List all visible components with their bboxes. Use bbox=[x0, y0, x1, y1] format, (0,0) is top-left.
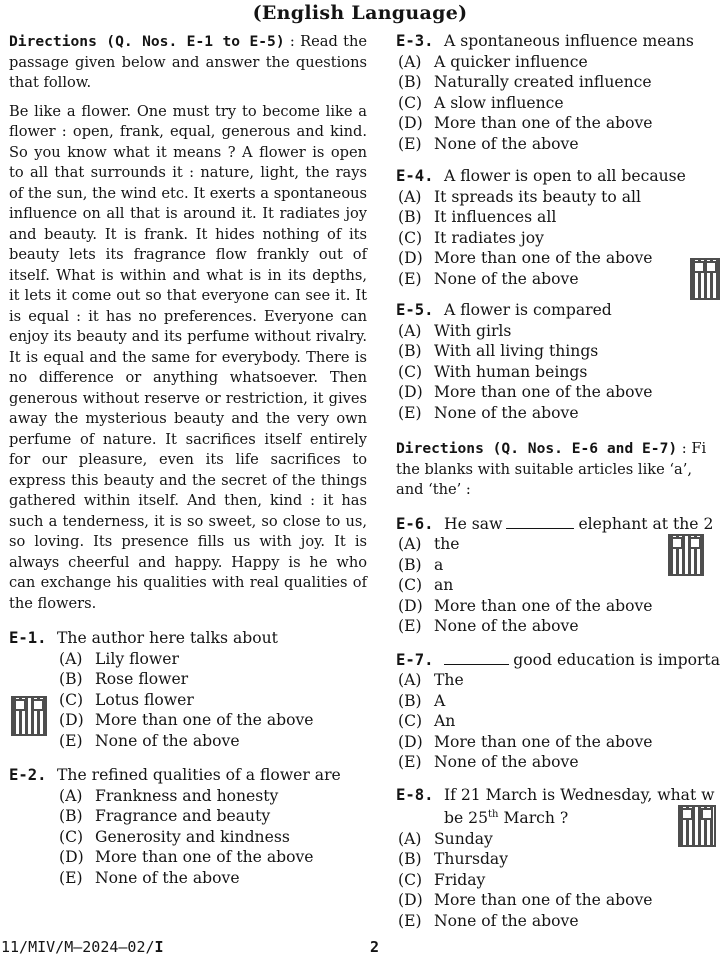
option-a: (A) Sunday bbox=[398, 829, 493, 848]
question-text: If 21 March is Wednesday, what w bbox=[444, 785, 715, 804]
qr-code-icon bbox=[668, 534, 704, 576]
question-number: E-4. bbox=[396, 167, 434, 185]
option-b: (B) Thursday bbox=[398, 850, 509, 869]
option-a: (A) Frankness and honesty bbox=[59, 786, 279, 805]
option-c: (C) It radiates joy bbox=[398, 228, 544, 247]
question-text: The author here talks about bbox=[57, 629, 278, 647]
option-a: (A) the bbox=[398, 535, 460, 553]
left-column bbox=[9, 32, 367, 888]
question-number: E-5. bbox=[396, 301, 434, 319]
question-text: A flower is open to all because bbox=[444, 167, 686, 185]
option-d: (D) More than one of the above bbox=[398, 732, 653, 751]
blank-line bbox=[444, 650, 509, 665]
option-d: (D) More than one of the above bbox=[398, 114, 653, 132]
option-e: (E) None of the above bbox=[398, 269, 579, 288]
option-c: (C) an bbox=[398, 576, 454, 594]
question-text: be 25th March ? bbox=[444, 809, 569, 828]
option-b: (B) a bbox=[398, 555, 444, 574]
directions-text: and ‘the’ : bbox=[396, 481, 471, 498]
option-e: (E) None of the above bbox=[398, 403, 579, 422]
question-e3 bbox=[396, 31, 720, 154]
directions-heading: Directions (Q. Nos. E-6 and E-7) bbox=[396, 440, 678, 457]
reading-passage: Be like a flower. One must try to become like a flower : open, frank, equal, generous and kind. So you know what it means ? A flower is open to all that surrounds it : nature, light, the rays of the sun, the wind etc. It exerts a spontaneous influence on all that is around it. It radiates joy and beauty. It is frank. It hides nothing of its beauty lets its fragrance flow frankly out of itself. What is within and what is in its depths, it lets it come out so that everyone can see it. It is equal : it has no preferences. Everyone can enjoy its beauty and its perfume without rivalry. It is equal and the same for everybody. There is no difference or anything whatsoever. Then generous without reserve or restriction, it gives away the mysterious beauty and the very own perfume of nature. It sacrifices itself entirely for our pleasure, even its life sacrifices to express this beauty and the secret of the things gathered within itself. And then, kind : it has such a tenderness, it is so sweet, so close to us, so loving. Its presence fills us with joy. It is always cheerful and happy. Happy is he who can exchange his qualities with real qualities of the flowers. bbox=[9, 102, 367, 612]
qr-code-icon bbox=[11, 696, 47, 736]
option-b: (B) With all living things bbox=[398, 342, 599, 360]
option-d: (D) More than one of the above bbox=[398, 249, 653, 267]
qr-code-icon bbox=[690, 258, 720, 300]
question-number: E-8. bbox=[396, 785, 434, 804]
directions-e1-e5 bbox=[9, 32, 367, 94]
question-number: E-2. bbox=[9, 766, 47, 784]
question-e7 bbox=[396, 650, 720, 773]
directions-text: : Read the passage given below and answer the questions that follow. bbox=[9, 33, 367, 91]
option-c: (C) An bbox=[398, 712, 456, 730]
question-e4 bbox=[396, 166, 720, 289]
option-e: (E) None of the above bbox=[59, 731, 240, 750]
question-e6 bbox=[396, 514, 720, 637]
option-c: (C) With human beings bbox=[398, 362, 588, 381]
option-e: (E) None of the above bbox=[398, 617, 579, 635]
option-d: (D) More than one of the above bbox=[398, 383, 653, 401]
option-d: (D) More than one of the above bbox=[398, 891, 653, 910]
directions-text: the blanks with suitable articles like ‘a’, bbox=[396, 460, 692, 478]
option-a: (A) With girls bbox=[398, 321, 512, 340]
question-number: E-1. bbox=[9, 629, 47, 647]
option-e: (E) None of the above bbox=[398, 134, 579, 153]
question-e5 bbox=[396, 300, 720, 423]
qr-code-icon bbox=[678, 805, 716, 847]
option-a: (A) A quicker influence bbox=[398, 52, 588, 71]
option-d: (D) More than one of the above bbox=[59, 848, 314, 866]
option-c: (C) Lotus flower bbox=[59, 690, 194, 709]
question-e2 bbox=[9, 765, 367, 888]
option-a: (A) It spreads its beauty to all bbox=[398, 187, 641, 206]
question-e8 bbox=[396, 785, 720, 932]
question-number: E-3. bbox=[396, 32, 434, 50]
option-a: (A) Lily flower bbox=[59, 649, 179, 668]
option-b: (B) Rose flower bbox=[59, 670, 189, 688]
option-c: (C) Generosity and kindness bbox=[59, 827, 290, 846]
paper-code: 11/MIV/M–2024–02/I bbox=[1, 938, 164, 956]
option-d: (D) More than one of the above bbox=[398, 596, 653, 615]
question-number: E-6. bbox=[396, 514, 434, 533]
question-number: E-7. bbox=[396, 650, 434, 669]
directions-text: : Fi bbox=[677, 440, 707, 457]
question-text: He saw bbox=[444, 514, 503, 533]
blank-line bbox=[506, 514, 574, 529]
question-e1 bbox=[9, 628, 367, 751]
option-e: (E) None of the above bbox=[398, 753, 579, 771]
question-text: good education is importa bbox=[513, 650, 720, 669]
option-b: (B) Naturally created influence bbox=[398, 73, 652, 91]
option-e: (E) None of the above bbox=[398, 911, 579, 930]
question-text: elephant at the 2 bbox=[578, 514, 714, 533]
option-b: (B) A bbox=[398, 691, 446, 710]
option-b: (B) It influences all bbox=[398, 208, 557, 226]
option-b: (B) Fragrance and beauty bbox=[59, 807, 271, 825]
option-e: (E) None of the above bbox=[59, 868, 240, 887]
right-column bbox=[396, 31, 720, 931]
question-text: The refined qualities of a flower are bbox=[57, 766, 341, 784]
page-number: 2 bbox=[370, 938, 380, 956]
question-text: A flower is compared bbox=[444, 301, 612, 319]
option-c: (C) Friday bbox=[398, 870, 486, 889]
option-a: (A) The bbox=[398, 671, 464, 689]
option-c: (C) A slow influence bbox=[398, 93, 564, 112]
question-text: A spontaneous influence means bbox=[444, 32, 694, 50]
section-title: (English Language) bbox=[252, 2, 468, 24]
option-d: (D) More than one of the above bbox=[59, 711, 314, 729]
directions-heading: Directions (Q. Nos. E-1 to E-5) bbox=[9, 33, 285, 50]
directions-e6-e7 bbox=[396, 439, 720, 501]
